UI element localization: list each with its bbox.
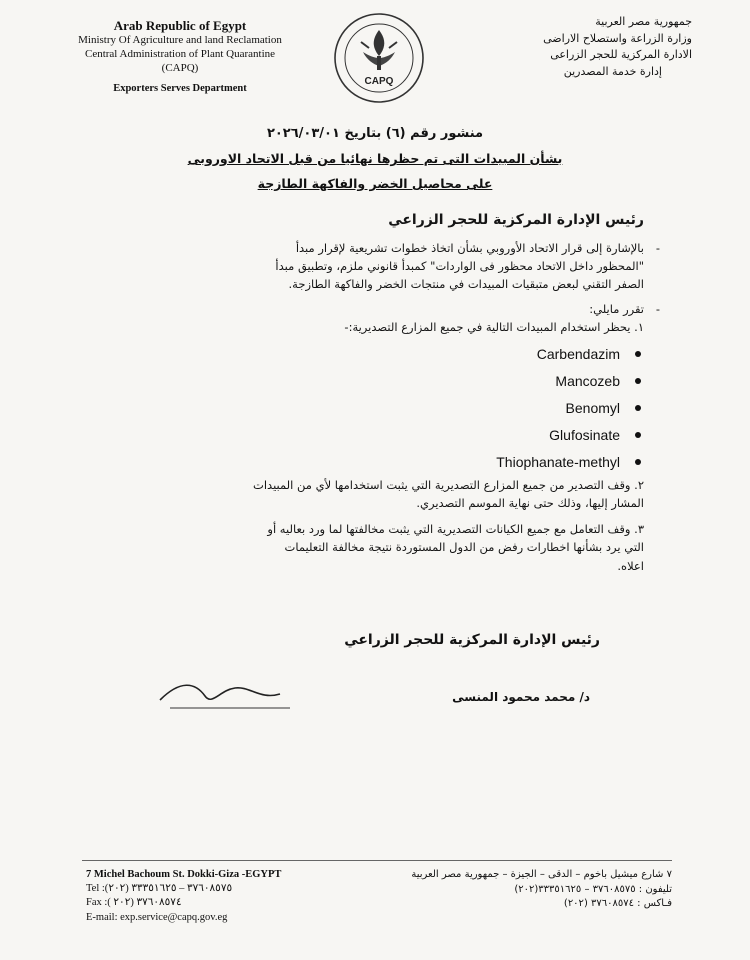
intro-line-1: بالإشارة إلى قرار الاتحاد الأوروبي بشأن اتخاذ خطوات تشريعية لإقرار مبدأ — [295, 241, 644, 255]
banned-pesticide-list — [430, 346, 620, 481]
item-2-line-2: المشار إليها، وذلك حتى نهاية الموسم التصديري. — [416, 496, 644, 511]
circular-number: منشور رقم (٦) بتاريخ ٢٠٢٦/٠٣/٠١ — [266, 126, 484, 141]
decision-item-2 — [104, 476, 644, 513]
signatory-name: د/ محمد محمود المنسى — [452, 690, 590, 704]
list-item — [430, 346, 620, 373]
list-dash: - — [655, 241, 660, 255]
item-2-line-1: ٢. وقف التصدير من جميع المزارع التصديرية التي يثبت استخدامها لأي من المبيدات — [253, 478, 644, 492]
department-name-ar: إدارة خدمة المصدرين — [563, 64, 662, 78]
decision-item-3 — [104, 520, 644, 575]
letterhead-english — [60, 18, 300, 95]
intro-paragraph — [104, 240, 660, 293]
pesticide-name: Glufosinate — [549, 427, 620, 443]
list-item — [430, 373, 620, 400]
footer-fax-ar: فـاكس : ٣٧٦٠٨٥٧٤ (٢٠٢) — [563, 898, 672, 909]
item-3-line-1: ٣. وقف التعامل مع جميع الكيانات التصديرية التي يثبت مخالفتها لما ورد بعاليه أو — [267, 522, 644, 536]
footer-tel-en: Tel :(٢٠٢) ٣٧٦٠٨٥٧٥ – ٣٣٣٥١٦٢٥ — [86, 883, 233, 895]
capq-seal-logo — [333, 12, 425, 104]
bullet-icon — [635, 351, 641, 357]
bullet-icon — [635, 432, 641, 438]
logo-lettering: CAPQ — [364, 76, 394, 87]
administration-acronym: (CAPQ) — [161, 61, 199, 74]
footer-address-en: 7 Michel Bachoum St. Dokki-Giza -EGYPT — [86, 869, 282, 880]
circular-subject-line-2: على محاصيل الخضر والفاكهة الطازجة — [257, 176, 493, 191]
list-item — [430, 400, 620, 427]
footer-arabic-contact — [372, 868, 672, 912]
circular-subject-line-1: بشأن المبيدات التى تم حظرها نهائيا من قبل الاتحاد الاوروبى — [187, 151, 563, 166]
intro-line-2: "المحظور داخل الاتحاد محظور فى الواردات" كمبدأ قانوني ملزم، وتطبيق مبدأ — [275, 258, 644, 273]
bullet-icon — [635, 378, 641, 384]
handwritten-signature — [150, 670, 380, 715]
item-3-line-2: التي يرد بشأنها اخطارات رفض من الدول المستوردة نتيجة مخالفة التعليمات — [284, 540, 644, 555]
country-name-ar: جمهورية مصر العربية — [595, 15, 692, 28]
decision-heading — [104, 302, 660, 316]
ministry-name-ar: وزارة الزراعة واستصلاح الاراضى — [543, 31, 692, 45]
administration-name-ar: الادارة المركزية للحجر الزراعى — [550, 48, 692, 61]
item-3-line-3: اعلاه. — [617, 558, 644, 573]
country-name-en: Arab Republic of Egypt — [113, 18, 247, 33]
pesticide-name: Benomyl — [565, 400, 620, 416]
intro-line-3: الصفر التقني لبعض متبقيات المبيدات في منتجات الخضر والفاكهة الطازجة. — [288, 276, 644, 291]
addressee-heading: رئيس الإدارة المركزية للحجر الزراعي — [388, 212, 644, 228]
decision-label: تقرر مايلي: — [589, 302, 644, 316]
administration-name-en: Central Administration of Plant Quarantine — [84, 48, 276, 60]
footer-tel-ar: تليفون : ٣٧٦٠٨٥٧٥ – ٣٣٣٥١٦٢٥(٢٠٢) — [514, 883, 672, 895]
footer-address-ar: ٧ شارع ميشيل باخوم – الدقى – الجيزة – جمهورية مصر العربية — [411, 869, 672, 880]
footer-fax-en: Fax :( ٢٠٢) ٣٧٦٠٨٥٧٤ — [86, 897, 182, 909]
pesticide-name: Carbendazim — [536, 346, 620, 362]
bullet-icon — [635, 405, 641, 411]
letterhead-arabic — [462, 14, 692, 80]
footer-english-contact — [86, 868, 386, 925]
list-item — [430, 427, 620, 454]
department-name-en: Exporters Serves Department — [113, 82, 247, 94]
bullet-icon — [635, 459, 641, 465]
circular-title-block — [120, 126, 630, 191]
list-dash: - — [655, 302, 660, 316]
footer-divider — [82, 860, 672, 861]
ministry-name-en: Ministry Of Agriculture and land Reclamation — [78, 34, 282, 47]
signatory-title: رئيس الإدارة المركزية للحجر الزراعي — [344, 632, 600, 648]
pesticide-name: Thiophanate-methyl — [496, 454, 620, 470]
decision-item-1: ١. يحظر استخدام المبيدات التالية في جميع المزارع التصديرية:- — [344, 320, 644, 334]
pesticide-name: Mancozeb — [555, 373, 620, 389]
footer-email: E-mail: exp.service@capq.gov.eg — [86, 911, 228, 923]
